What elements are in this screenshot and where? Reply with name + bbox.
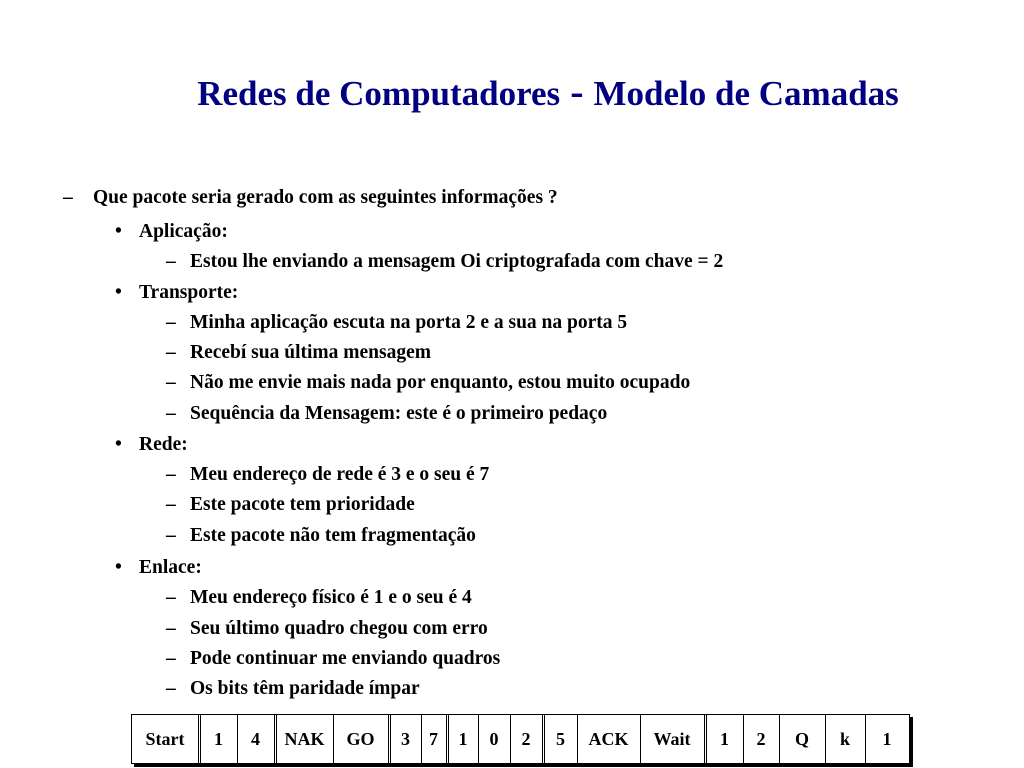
dash-marker: –	[166, 678, 176, 699]
list-item	[166, 524, 476, 548]
dash-marker: –	[166, 342, 176, 363]
list-item	[166, 463, 490, 487]
list-item-text: Não me envie mais nada por enquanto, estou muito ocupado	[190, 372, 691, 393]
section-heading: Transporte:	[139, 282, 239, 303]
title-separator: -	[570, 69, 584, 114]
section-heading-enlace	[115, 556, 202, 580]
packet-field: 0	[489, 729, 499, 749]
section-heading: Aplicação:	[139, 221, 228, 242]
list-item-text: Os bits têm paridade ímpar	[190, 678, 420, 699]
packet-field: 1	[214, 729, 223, 749]
slide-title	[0, 68, 1024, 118]
list-item-text: Este pacote tem prioridade	[190, 494, 415, 515]
section-heading: Enlace:	[139, 557, 202, 578]
list-item	[166, 250, 724, 274]
list-item-text: Seu último quadro chegou com erro	[190, 618, 488, 639]
dash-marker: –	[166, 494, 176, 515]
list-item	[166, 617, 488, 641]
title-main: Redes de Computadores	[197, 74, 561, 113]
list-item	[166, 371, 691, 395]
dash-marker: –	[166, 312, 176, 333]
list-item-text: Este pacote não tem fragmentação	[190, 525, 476, 546]
dash-marker: –	[166, 464, 176, 485]
dash-marker: –	[166, 587, 176, 608]
packet-field: 1	[458, 729, 468, 749]
packet-field: Q	[794, 729, 809, 749]
packet-field: 1	[720, 729, 729, 749]
list-item-text: Pode continuar me enviando quadros	[190, 648, 501, 669]
list-item	[166, 341, 432, 365]
packet-field: 5	[556, 729, 565, 749]
dash-marker: –	[166, 251, 176, 272]
list-item-text: Recebí sua última mensagem	[190, 342, 432, 363]
packet-field: 2	[521, 729, 531, 749]
list-item-text: Sequência da Mensagem: este é o primeiro pedaço	[190, 403, 608, 424]
section-heading-rede	[115, 433, 188, 457]
dash-marker: –	[166, 372, 176, 393]
list-item-text: Minha aplicação escuta na porta 2 e a sua na porta 5	[190, 312, 628, 333]
list-item	[166, 586, 472, 610]
packet-field: ACK	[588, 729, 629, 749]
packet-field: 1	[882, 729, 892, 749]
list-item	[166, 647, 501, 671]
section-heading-aplicacao	[115, 220, 228, 244]
packet-field: k	[839, 729, 850, 749]
dash-marker: –	[166, 648, 176, 669]
packet-field: Start	[145, 729, 185, 749]
list-item-text: Estou lhe enviando a mensagem Oi criptografada com chave = 2	[190, 251, 724, 272]
dash-marker: –	[166, 618, 176, 639]
title-sub: Modelo de Camadas	[593, 74, 899, 113]
list-item-text: Meu endereço de rede é 3 e o seu é 7	[190, 464, 490, 485]
packet-field: 7	[429, 729, 438, 749]
packet-field: GO	[346, 729, 375, 749]
list-item	[166, 402, 608, 426]
list-item	[166, 493, 415, 517]
dash-marker: –	[166, 403, 176, 424]
bullet-marker: •	[115, 557, 122, 578]
dash-marker: –	[63, 187, 73, 208]
question-line	[63, 186, 558, 210]
question-text: Que pacote seria gerado com as seguintes informações ?	[93, 187, 558, 208]
list-item-text: Meu endereço físico é 1 e o seu é 4	[190, 587, 472, 608]
packet-field: NAK	[284, 729, 325, 749]
section-heading: Rede:	[139, 434, 188, 455]
packet-field: Wait	[653, 729, 691, 749]
packet-field: 4	[251, 729, 260, 749]
dash-marker: –	[166, 525, 176, 546]
packet-field: 2	[756, 729, 766, 749]
section-heading-transporte	[115, 281, 239, 305]
packet-diagram	[131, 714, 910, 764]
packet-field: 3	[401, 729, 410, 749]
list-item	[166, 677, 420, 701]
list-item	[166, 311, 628, 335]
bullet-marker: •	[115, 434, 122, 455]
bullet-marker: •	[115, 221, 122, 242]
bullet-marker: •	[115, 282, 122, 303]
